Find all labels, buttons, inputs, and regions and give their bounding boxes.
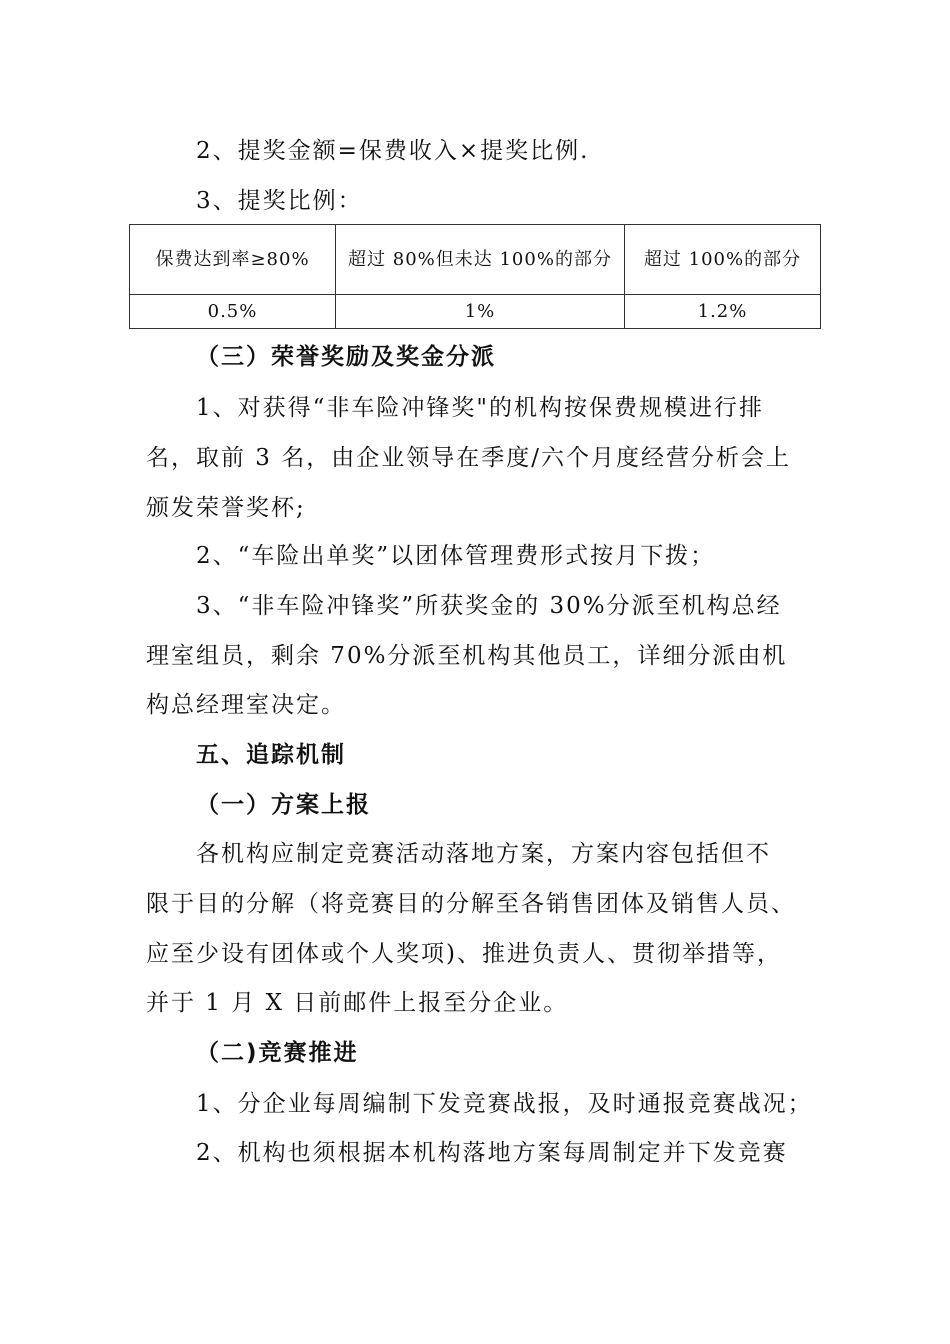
subsection-heading-plan: （一）方案上报 <box>196 792 371 818</box>
paragraph-line: 各机构应制定竞赛活动落地方案，方案内容包括但不 <box>196 841 771 867</box>
paragraph-line: 3、“非车险冲锋奖”所获奖金的 30%分派至机构总经 <box>196 593 782 619</box>
paragraph-reward-amount: 2、提奖金额=保费收入×提奖比例. <box>196 138 590 164</box>
table-cell: 0.5% <box>130 295 336 329</box>
reward-ratio-table <box>129 224 821 329</box>
paragraph-line: 名，取前 3 名，由企业领导在季度/六个月度经营分析会上 <box>146 445 792 471</box>
table-header-row <box>130 225 821 295</box>
section-heading-honor: （三）荣誉奖励及奖金分派 <box>196 344 496 370</box>
paragraph-line: 1、对获得“非车险冲锋奖"的机构按保费规模进行排 <box>196 395 764 421</box>
paragraph-line: 构总经理室决定。 <box>146 692 346 718</box>
paragraph-line: 限于目的分解（将竞赛目的分解至各销售团体及销售人员、 <box>146 891 796 917</box>
paragraph-line: 2、“车险出单奖”以团体管理费形式按月下拨； <box>196 543 716 569</box>
paragraph-line: 2、机构也须根据本机构落地方案每周制定并下发竞赛 <box>196 1140 788 1166</box>
paragraph-line: 1、分企业每周编制下发竞赛战报，及时通报竞赛战况； <box>196 1091 813 1117</box>
table-header-cell: 超过 80%但未达 100%的部分 <box>336 225 625 295</box>
table-row <box>130 295 821 329</box>
table-cell: 1.2% <box>625 295 821 329</box>
paragraph-line: 理室组员，剩余 70%分派至机构其他员工，详细分派由机 <box>146 643 788 669</box>
subsection-heading-push: （二)竞赛推进 <box>196 1040 359 1066</box>
paragraph-line: 并于 1 月 X 日前邮件上报至分企业。 <box>146 990 569 1016</box>
paragraph-line: 应至少设有团体或个人奖项)、推进负责人、贯彻举措等， <box>146 941 782 967</box>
table-cell: 1% <box>336 295 625 329</box>
table-header-cell: 保费达到率≥80% <box>130 225 336 295</box>
paragraph-line: 颁发荣誉奖杯; <box>146 495 306 521</box>
paragraph-reward-ratio-title: 3、提奖比例： <box>196 188 363 214</box>
section-heading-tracking: 五、追踪机制 <box>196 742 346 768</box>
table-header-cell: 超过 100%的部分 <box>625 225 821 295</box>
